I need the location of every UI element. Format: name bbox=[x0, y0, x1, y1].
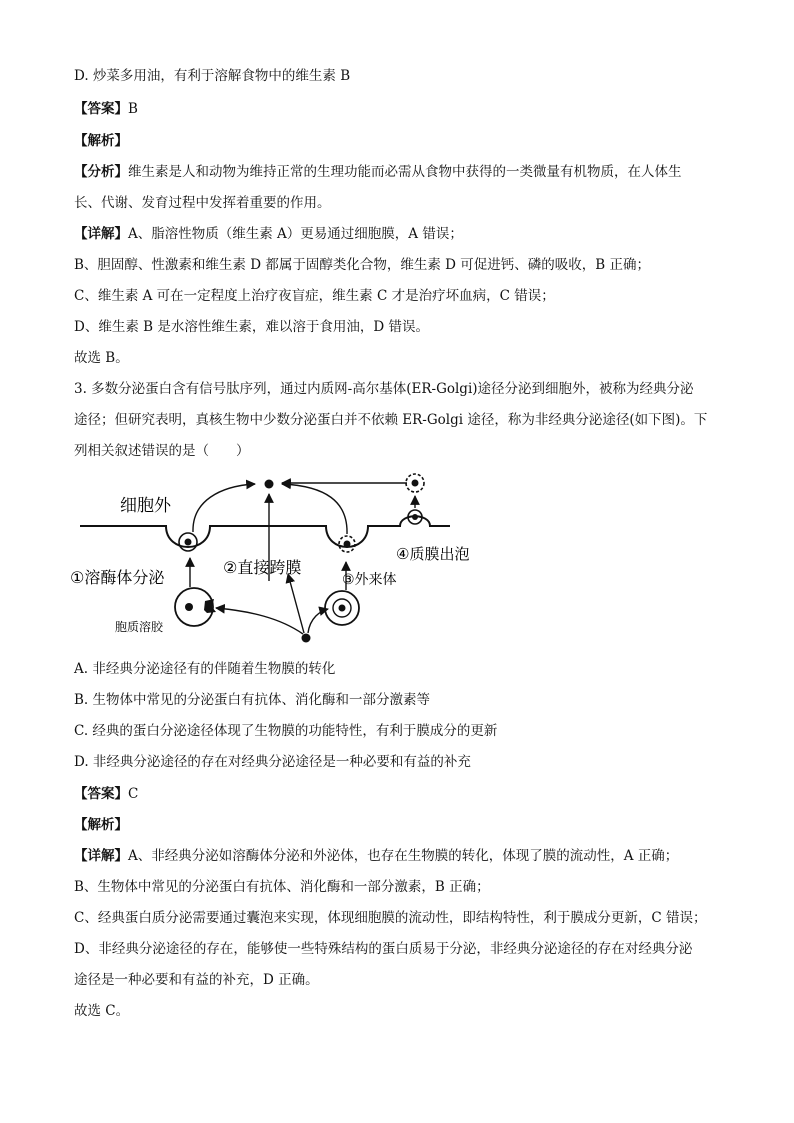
label-outside: 细胞外 bbox=[120, 496, 171, 516]
q2-option-d: D. 炒菜多用油，有利于溶解食物中的维生素 B bbox=[74, 68, 351, 84]
answer-tag: 【答案】 bbox=[74, 101, 128, 117]
q3-detail-c: C、经典蛋白质分泌需要通过囊泡来实现，体现细胞膜的流动性，即结构特性，利于膜成分更新，C 错误； bbox=[74, 910, 707, 926]
q3-detail-b: B、生物体中常见的分泌蛋白有抗体、消化酶和一部分激素，B 正确； bbox=[74, 879, 490, 895]
q3-option-a: A. 非经典分泌途径有的伴随着生物膜的转化 bbox=[74, 661, 336, 677]
label-lysosome-secretion: ①溶酶体分泌 bbox=[70, 568, 165, 587]
cytosolic-protein-icon bbox=[302, 634, 311, 643]
q3-answer bbox=[74, 784, 138, 804]
label-cytosol: 胞质溶胶 bbox=[115, 620, 164, 634]
q3-detail-d-line-1: D、非经典分泌途径的存在，能够使一些特殊结构的蛋白质易于分泌，非经典分泌途径的存在对经典分泌 bbox=[74, 941, 693, 957]
plasma-membrane bbox=[80, 516, 450, 547]
secretion-pathway-diagram bbox=[70, 466, 490, 646]
q2-detail-a bbox=[74, 224, 463, 244]
q3-stem-line-3: 列相关叙述错误的是（ ） bbox=[74, 443, 250, 459]
q2-conclusion: 故选 B。 bbox=[74, 350, 129, 366]
q3-conclusion: 故选 C。 bbox=[74, 1003, 130, 1019]
q2-detail-c: C、维生素 A 可在一定程度上治疗夜盲症，维生素 C 才是治疗坏血病，C 错误； bbox=[74, 288, 555, 304]
q3-option-d: D. 非经典分泌途径的存在对经典分泌途径是一种必要和有益的补充 bbox=[74, 754, 471, 770]
q3-stem-line-1: 3. 多数分泌蛋白含有信号肽序列，通过内质网-高尔基体(ER-Golgi)途径分泌到细胞外，被称为经典分泌 bbox=[74, 381, 694, 397]
q2-detail-d: D、维生素 B 是水溶性维生素，难以溶于食用油，D 错误。 bbox=[74, 319, 429, 335]
q3-option-b: B. 生物体中常见的分泌蛋白有抗体、消化酶和一部分激素等 bbox=[74, 692, 431, 708]
q3-option-c: C. 经典的蛋白分泌途径体现了生物膜的功能特性，有利于膜成分的更新 bbox=[74, 723, 498, 739]
detail-tag: 【详解】 bbox=[74, 848, 128, 864]
q2-analysis-tag: 【解析】 bbox=[74, 133, 128, 149]
transporter-icon bbox=[204, 599, 216, 613]
q2-fenxi-line-2: 长、代谢、发育过程中发挥着重要的作用。 bbox=[74, 195, 331, 211]
label-membrane-blebbing: ④质膜出泡 bbox=[396, 545, 470, 563]
q2-fenxi-line-1 bbox=[74, 162, 682, 182]
q3-detail-a bbox=[74, 846, 678, 866]
fenxi-tag: 【分析】 bbox=[74, 164, 128, 180]
label-exosome: ③外来体 bbox=[342, 572, 397, 588]
secreted-protein-icon bbox=[265, 480, 274, 489]
detail-text: A、非经典分泌如溶酶体分泌和外泌体，也存在生物膜的转化，体现了膜的流动性，A 正确； bbox=[128, 848, 679, 864]
q3-detail-d-line-2: 途径是一种必要和有益的补充，D 正确。 bbox=[74, 972, 319, 988]
q2-answer bbox=[74, 99, 138, 119]
q2-detail-b: B、胆固醇、性激素和维生素 D 都属于固醇类化合物，维生素 D 可促进钙、磷的吸收，B 正确； bbox=[74, 257, 650, 273]
q3-stem-line-2: 途径；但研究表明，真核生物中少数分泌蛋白并不依赖 ER-Golgi 途径，称为非经典分泌途径(如下图)。下 bbox=[74, 412, 708, 428]
detail-text: A、脂溶性物质（维生素 A）更易通过细胞膜，A 错误； bbox=[128, 226, 463, 242]
answer-value: B bbox=[128, 101, 138, 117]
answer-value: C bbox=[128, 786, 139, 802]
fenxi-text: 维生素是人和动物为维持正常的生理功能而必需从食物中获得的一类微量有机物质，在人体生 bbox=[128, 164, 682, 180]
detail-tag: 【详解】 bbox=[74, 226, 128, 242]
label-direct-transmembrane: ②直接跨膜 bbox=[223, 558, 302, 577]
q3-analysis-tag: 【解析】 bbox=[74, 817, 128, 833]
answer-tag: 【答案】 bbox=[74, 786, 128, 802]
